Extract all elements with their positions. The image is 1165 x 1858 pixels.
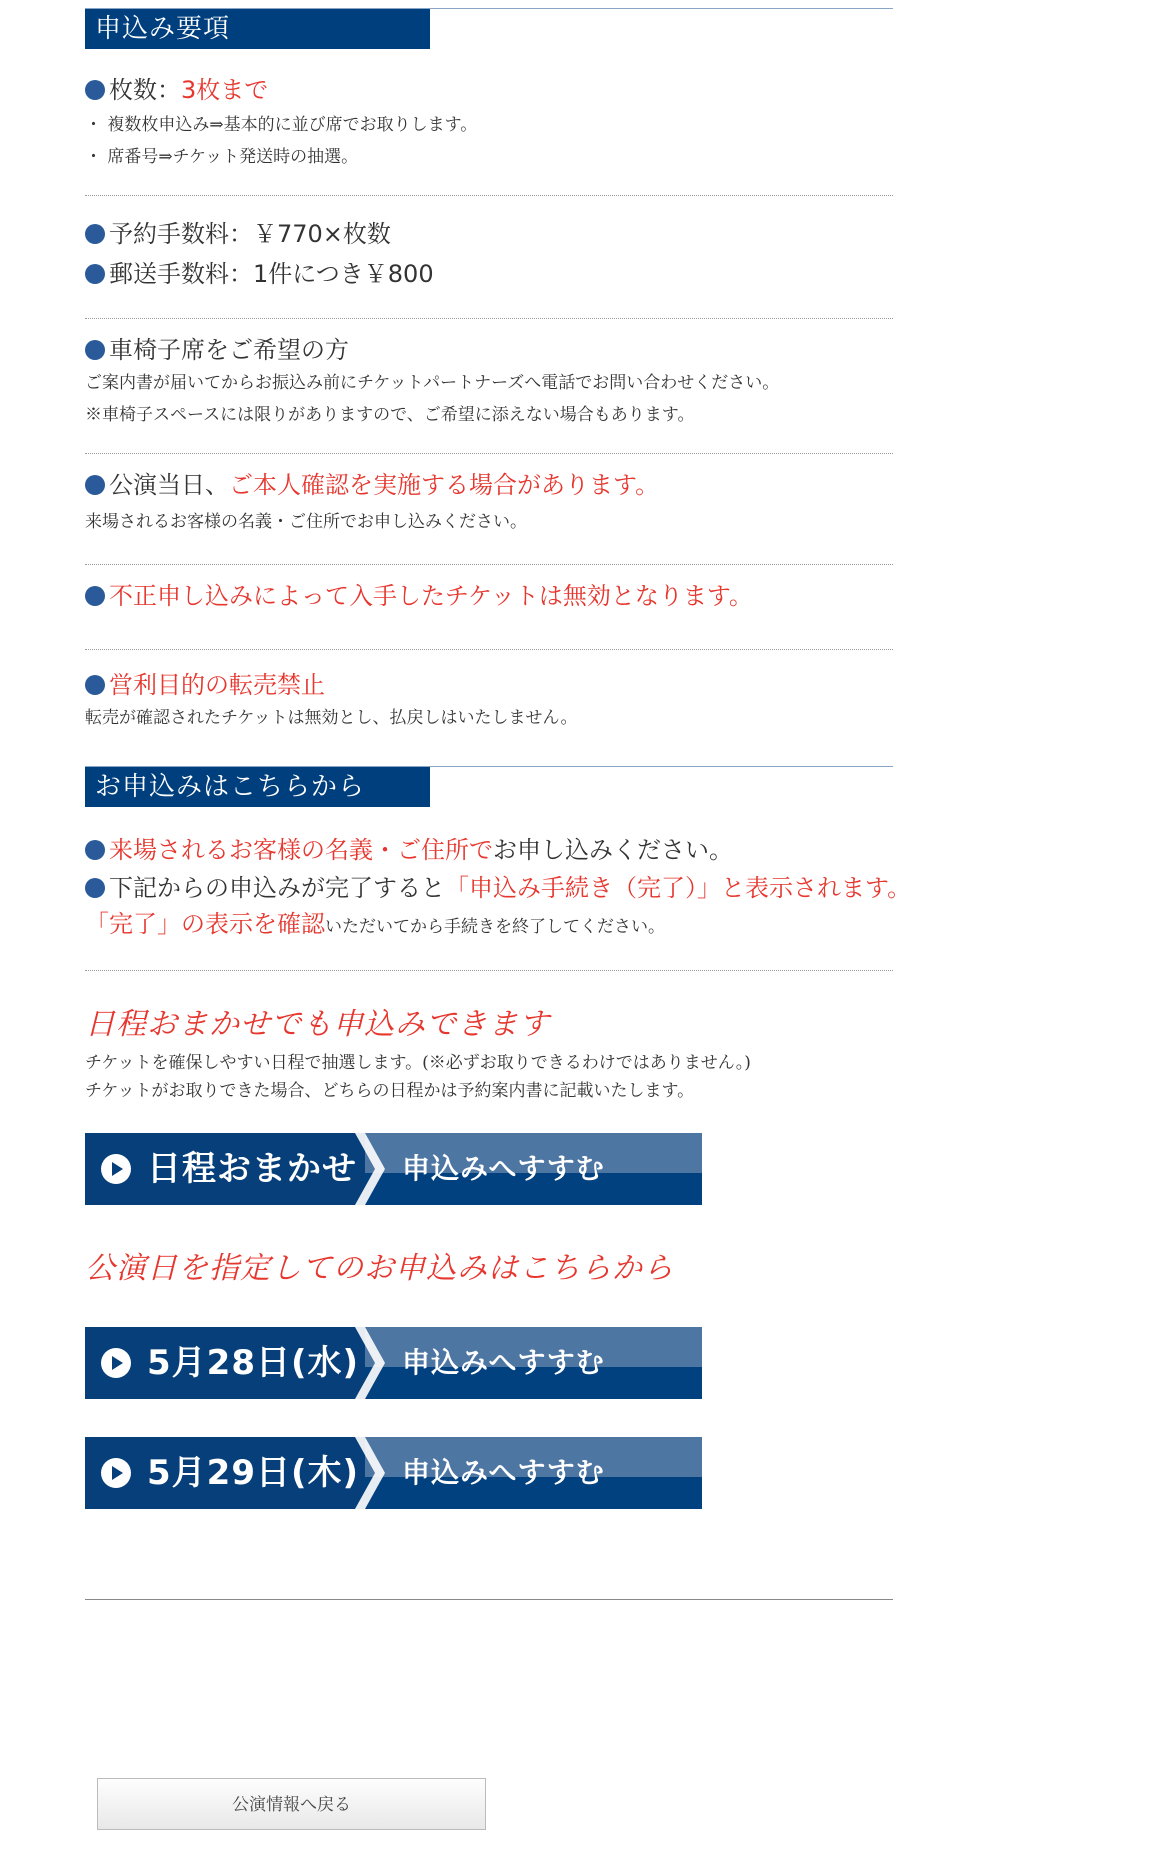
bullet-icon [85, 264, 105, 284]
date-select-heading: 公演日を指定してのお申込みはこちらから [85, 1251, 674, 1286]
apply-complete-status: 「申込み手続き（完了）」と表示されます。 [445, 874, 912, 902]
date-apply-button-0528[interactable] [85, 1327, 702, 1399]
identity-warning: ご本人確認を実施する場合があります。 [229, 471, 660, 499]
button-go-label: 申込みへすすむ [402, 1456, 605, 1489]
dotted-divider [85, 195, 893, 196]
identity-check-block [85, 468, 893, 538]
wheelchair-note: ※車椅子スペースには限りがありますので、ご希望に添えない場合もあります。 [85, 405, 695, 425]
dotted-divider [85, 649, 893, 650]
dotted-divider [85, 564, 893, 565]
ticket-count-line [85, 73, 893, 107]
back-to-performance-button[interactable]: 公演情報へ戻る [97, 1778, 486, 1830]
resale-note: 転売が確認されたチケットは無効とし、払戻しはいたしません。 [85, 708, 578, 728]
apply-confirm-red: 「完了」の表示を確認 [85, 910, 325, 938]
section-title: お申込みはこちらから [85, 767, 430, 807]
apply-complete-text: 下記からの申込みが完了すると [109, 874, 445, 902]
ticket-count-value: 3枚まで [181, 76, 269, 104]
note-line: ・ 複数枚申込み⇒基本的に並び席でお取りします。 [85, 115, 478, 135]
chevron-right-icon [355, 1437, 395, 1509]
omakase-note: チケットがお取りできた場合、どちらの日程かは予約案内書に記載いたします。 [85, 1081, 695, 1101]
bullet-icon [85, 675, 105, 695]
resale-title-line [85, 668, 893, 702]
button-go-label: 申込みへすすむ [402, 1346, 605, 1379]
dotted-divider [85, 453, 893, 454]
reservation-fee: 予約手数料：￥770×枚数 [109, 220, 391, 248]
resale-title: 営利目的の転売禁止 [109, 671, 325, 699]
identity-prefix: 公演当日、 [109, 471, 229, 499]
wheelchair-note: ご案内書が届いてからお振込み前にチケットパートナーズへ電話でお問い合わせください。 [85, 373, 780, 393]
identity-note: 来場されるお客様の名義・ご住所でお申し込みください。 [85, 512, 527, 532]
omakase-apply-button[interactable] [85, 1133, 702, 1205]
bullet-icon [85, 840, 105, 860]
note-line: ・ 席番号⇒チケット発送時の抽選。 [85, 147, 359, 167]
ticket-count-label: 枚数： [109, 76, 181, 104]
shipping-fee-line [85, 254, 893, 294]
bullet-icon [85, 586, 105, 606]
play-icon [101, 1154, 131, 1184]
bullet-icon [85, 878, 105, 898]
play-icon [101, 1348, 131, 1378]
footer-divider [85, 1599, 893, 1600]
omakase-block [85, 1005, 893, 1105]
wheelchair-title-line [85, 333, 893, 367]
section-title: 申込み要項 [85, 9, 430, 49]
apply-line-3 [85, 907, 893, 944]
apply-instructions [85, 831, 912, 944]
ticket-count-block [85, 73, 893, 173]
dotted-divider [85, 970, 893, 971]
wheelchair-title: 車椅子席をご希望の方 [109, 336, 349, 364]
dotted-divider [85, 318, 893, 319]
invalid-block [85, 579, 893, 613]
apply-confirm-note: いただいてから手続きを終了してください。 [325, 917, 665, 937]
button-label: 5月28日(水) [147, 1343, 360, 1383]
omakase-heading: 日程おまかせでも申込みできます [85, 1007, 550, 1042]
apply-line-2 [85, 869, 912, 907]
button-label: 日程おまかせ [147, 1149, 357, 1189]
button-label: 5月29日(木) [147, 1453, 360, 1493]
section-header-requirements [85, 8, 893, 53]
bullet-icon [85, 475, 105, 495]
fees-block [85, 214, 893, 294]
play-icon [101, 1458, 131, 1488]
chevron-right-icon [355, 1327, 395, 1399]
resale-block [85, 668, 893, 734]
wheelchair-block [85, 333, 893, 431]
apply-please: お申し込みください。 [493, 836, 733, 864]
bullet-icon [85, 340, 105, 360]
chevron-right-icon [355, 1133, 395, 1205]
identity-check-line [85, 468, 893, 502]
invalid-warning: 不正申し込みによって入手したチケットは無効となります。 [109, 582, 753, 610]
shipping-fee: 郵送手数料：1件につき￥800 [109, 260, 434, 288]
button-go-label: 申込みへすすむ [402, 1152, 605, 1185]
bullet-icon [85, 224, 105, 244]
apply-name-address: 来場されるお客様の名義・ご住所で [109, 836, 493, 864]
reservation-fee-line [85, 214, 893, 254]
bullet-icon [85, 80, 105, 100]
omakase-note: チケットを確保しやすい日程で抽選します。(※必ずお取りできるわけではありません。) [85, 1053, 751, 1073]
date-apply-button-0529[interactable] [85, 1437, 702, 1509]
section-header-apply [85, 766, 893, 811]
invalid-warning-line [85, 579, 893, 613]
apply-line-1 [85, 831, 893, 869]
application-page [85, 0, 912, 1600]
